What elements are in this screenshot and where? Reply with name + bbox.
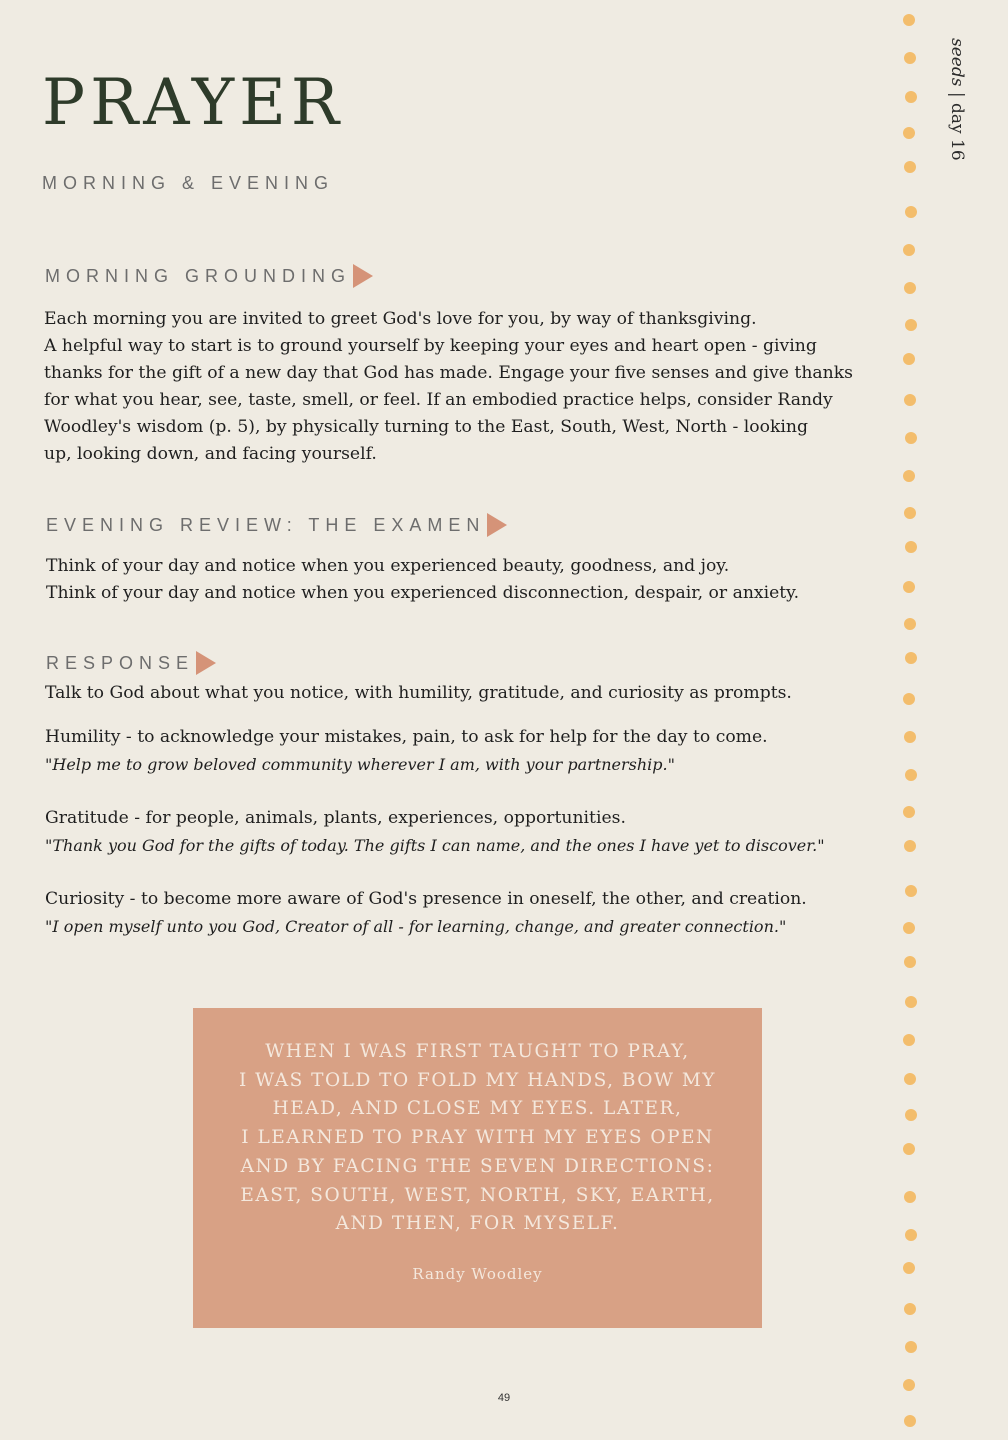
decorative-dot (903, 806, 915, 818)
side-label (947, 38, 967, 161)
decorative-dot (905, 885, 917, 897)
quote-box (193, 1008, 762, 1328)
decorative-dot (904, 52, 916, 64)
paragraph-line: Each morning you are invited to greet God's love for you, by way of thanksgiving. (44, 309, 757, 329)
curiosity-quote: "I open myself unto you God, Creator of all - for learning, change, and greater connection." (45, 917, 787, 936)
decorative-dot (903, 1262, 915, 1274)
decorative-dot (903, 244, 915, 256)
side-label-series: seeds (947, 38, 967, 87)
decorative-dot (903, 1034, 915, 1046)
decorative-dot (903, 1379, 915, 1391)
triangle-arrow-icon (196, 651, 216, 675)
evening-heading-text: EVENING REVIEW: THE EXAMEN (46, 514, 486, 535)
decorative-dot (904, 1303, 916, 1315)
curiosity-block (45, 886, 885, 940)
quote-line: HEAD, AND CLOSE MY EYES. LATER, (272, 1098, 683, 1120)
paragraph-line: thanks for the gift of a new day that God has made. Engage your five senses and give thanks (44, 363, 853, 383)
paragraph-line: Think of your day and notice when you experienced disconnection, despair, or anxiety. (46, 583, 800, 603)
humility-text: Humility - to acknowledge your mistakes, pain, to ask for help for the day to come. (45, 727, 768, 747)
triangle-arrow-icon (487, 513, 507, 537)
decorative-dot (903, 1143, 915, 1155)
humility-block (45, 724, 885, 778)
decorative-dot (903, 693, 915, 705)
morning-heading-text: MORNING GROUNDING (45, 265, 351, 286)
paragraph-line: for what you hear, see, taste, smell, or feel. If an embodied practice helps, consider Randy (44, 390, 833, 410)
quote-line: AND THEN, FOR MYSELF. (335, 1213, 620, 1235)
decorative-dot (905, 652, 917, 664)
decorative-dot (905, 1229, 917, 1241)
decorative-dot (904, 840, 916, 852)
decorative-dot (903, 470, 915, 482)
quote-line: I LEARNED TO PRAY WITH MY EYES OPEN (241, 1127, 714, 1149)
decorative-dot (904, 282, 916, 294)
page-title: PRAYER (42, 66, 345, 140)
decorative-dot (904, 507, 916, 519)
decorative-dot (904, 161, 916, 173)
side-label-day: day 16 (947, 103, 967, 161)
decorative-dot (905, 769, 917, 781)
decorative-dot (903, 14, 915, 26)
morning-heading (45, 264, 373, 288)
gratitude-quote: "Thank you God for the gifts of today. The gifts I can name, and the ones I have yet to discover." (45, 836, 825, 855)
quote-line: WHEN I WAS FIRST TAUGHT TO PRAY, (265, 1041, 690, 1062)
response-intro: Talk to God about what you notice, with humility, gratitude, and curiosity as prompts. (45, 683, 792, 703)
decorative-dot (905, 432, 917, 444)
quote-text (193, 1038, 762, 1239)
decorative-dot (904, 394, 916, 406)
quote-author: Randy Woodley (412, 1265, 543, 1283)
evening-paragraph (46, 553, 886, 607)
response-heading-text: RESPONSE (46, 652, 195, 673)
paragraph-line: Think of your day and notice when you experienced beauty, goodness, and joy. (46, 556, 730, 576)
decorative-dot (904, 1191, 916, 1203)
decorative-dot (904, 618, 916, 630)
decorative-dot (904, 1073, 916, 1085)
humility-quote: "Help me to grow beloved community wherever I am, with your partnership." (45, 755, 675, 774)
decorative-dot (904, 956, 916, 968)
response-heading (46, 651, 216, 675)
gratitude-block (45, 805, 885, 859)
evening-heading (46, 513, 507, 537)
decorative-dot (903, 581, 915, 593)
quote-line: AND BY FACING THE SEVEN DIRECTIONS: (240, 1155, 715, 1177)
quote-line: EAST, SOUTH, WEST, NORTH, SKY, EARTH, (240, 1184, 715, 1206)
paragraph-line: up, looking down, and facing yourself. (44, 444, 377, 464)
curiosity-text: Curiosity - to become more aware of God's presence in oneself, the other, and creation. (45, 889, 807, 909)
decorative-dot (905, 1109, 917, 1121)
morning-paragraph (44, 306, 884, 468)
decorative-dot (905, 319, 917, 331)
side-label-separator: | (947, 86, 967, 103)
decorative-dot (904, 1415, 916, 1427)
decorative-dot (905, 206, 917, 218)
decorative-dot (905, 1341, 917, 1353)
decorative-dot (903, 922, 915, 934)
decorative-dot (905, 541, 917, 553)
gratitude-text: Gratitude - for people, animals, plants, experiences, opportunities. (45, 808, 626, 828)
decorative-dot (903, 353, 915, 365)
decorative-dot (905, 91, 917, 103)
decorative-dot (903, 127, 915, 139)
page-number: 49 (497, 1392, 511, 1404)
triangle-arrow-icon (353, 264, 373, 288)
page-subtitle: MORNING & EVENING (42, 173, 335, 193)
decorative-dot (904, 731, 916, 743)
decorative-dot (905, 996, 917, 1008)
paragraph-line: Woodley's wisdom (p. 5), by physically turning to the East, South, West, North - looking (44, 417, 808, 437)
quote-line: I WAS TOLD TO FOLD MY HANDS, BOW MY (238, 1069, 717, 1091)
paragraph-line: A helpful way to start is to ground yourself by keeping your eyes and heart open - giving (44, 336, 817, 356)
